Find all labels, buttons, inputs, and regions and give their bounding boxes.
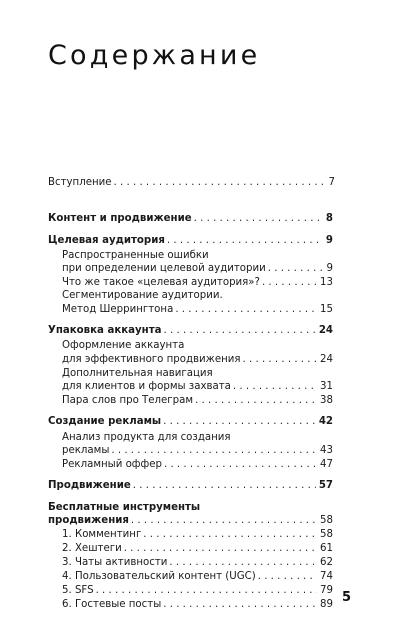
toc-entry: [62, 353, 333, 366]
toc-entry: [48, 514, 333, 527]
toc-leader: [133, 479, 316, 492]
toc-entry: [62, 249, 333, 262]
toc-entry: [48, 501, 333, 514]
toc-entry-title: Бесплатные инструменты: [48, 502, 201, 513]
toc-entry-page: 38: [320, 395, 333, 406]
toc-entry-title: Оформление аккаунта: [62, 340, 185, 351]
toc-entry: [62, 528, 333, 541]
toc-leader: [175, 303, 317, 316]
toc-entry-title: Целевая аудитория: [48, 235, 165, 246]
toc-leader: [164, 458, 317, 471]
toc-leader: [111, 444, 317, 457]
toc-entry-title: 5. SFS: [62, 585, 94, 596]
toc-entry: [62, 394, 333, 407]
toc-entry-title: Метод Шеррингтона: [62, 304, 174, 315]
toc-entry: [62, 584, 333, 597]
toc-leader: [194, 212, 323, 225]
toc-entry-title: Распространенные ошибки: [62, 250, 209, 261]
toc-entry-title: 6. Гостевые посты: [62, 599, 162, 610]
toc-entry: [48, 176, 335, 189]
toc-leader: [169, 556, 317, 569]
toc-entry-page: 58: [320, 529, 333, 540]
toc-entry-title: Создание рекламы: [48, 416, 162, 427]
toc-leader: [233, 380, 317, 393]
toc-entry-title: 4. Пользовательский контент (UGC): [62, 571, 256, 582]
toc-leader: [96, 584, 317, 597]
toc-entry-title: Пара слов про Телеграм: [62, 395, 194, 406]
toc-entry: [62, 542, 333, 555]
toc-entry-page: 58: [320, 515, 333, 526]
toc-entry: [62, 276, 333, 289]
toc-entry: [62, 380, 333, 393]
toc-entry-title: Дополнительная навигация: [62, 368, 213, 379]
page-title: Содержание: [48, 40, 261, 71]
toc-entry: [62, 367, 333, 380]
toc-leader: [243, 353, 318, 366]
toc-entry-title: 1. Комментинг: [62, 529, 142, 540]
toc-entry-title: Что же такое «целевая аудитория»?: [62, 277, 260, 288]
toc-leader: [262, 276, 317, 289]
toc-leader: [124, 542, 317, 555]
toc-entry-page: 7: [328, 177, 335, 188]
toc-entry: [62, 431, 333, 444]
toc-entry-page: 62: [320, 557, 333, 568]
toc-entry: [62, 303, 333, 316]
toc-entry-page: 89: [320, 599, 333, 610]
toc-entry-page: 79: [320, 585, 333, 596]
toc-entry-title: 2. Хештеги: [62, 543, 122, 554]
toc-entry-title: для эффективного продвижения: [62, 354, 241, 365]
toc-entry-title: Упаковка аккаунта: [48, 325, 162, 336]
toc-entry-page: 9: [326, 263, 333, 274]
toc-entry-page: 31: [320, 381, 333, 392]
toc-entry: [62, 598, 333, 611]
toc-entry: [48, 415, 333, 428]
toc-entry-title: Сегментирование аудитории.: [62, 290, 223, 301]
toc-entry-page: 57: [318, 480, 333, 491]
toc-leader: [167, 234, 323, 247]
toc-entry: [48, 479, 333, 492]
toc-entry-title: рекламы: [62, 445, 110, 456]
toc-leader: [163, 598, 317, 611]
toc-entry-title: продвижения: [48, 515, 129, 526]
page-number: 5: [341, 590, 351, 605]
toc-entry-title: для клиентов и формы захвата: [62, 381, 231, 392]
toc-entry: [62, 556, 333, 569]
toc-entry-title: Вступление: [48, 177, 112, 188]
toc-entry-title: Продвижение: [48, 480, 131, 491]
toc-entry-page: 8: [325, 213, 333, 224]
toc-entry-page: 15: [320, 304, 333, 315]
toc-leader: [268, 262, 324, 275]
toc-entry-title: Контент и продвижение: [48, 213, 192, 224]
toc-entry: [62, 289, 333, 302]
toc-entry-page: 43: [320, 445, 333, 456]
toc-leader: [258, 570, 317, 583]
toc-entry: [62, 458, 333, 471]
toc-entry: [48, 324, 333, 337]
toc-entry-title: при определении целевой аудитории: [62, 263, 266, 274]
toc-entry-page: 61: [320, 543, 333, 554]
toc-leader: [163, 415, 316, 428]
toc-entry: [48, 234, 333, 247]
toc-entry-page: 24: [320, 354, 333, 365]
toc-entry: [62, 339, 333, 352]
toc-leader: [131, 514, 317, 527]
toc-entry: [62, 262, 333, 275]
toc-entry-page: 42: [318, 416, 333, 427]
toc-entry-page: 47: [320, 459, 333, 470]
toc-leader: [114, 176, 326, 189]
toc-leader: [195, 394, 317, 407]
toc-entry-page: 9: [325, 235, 333, 246]
toc-leader: [164, 324, 316, 337]
toc-entry-title: 3. Чаты активности: [62, 557, 168, 568]
toc-entry: [48, 212, 333, 225]
toc-entry: [62, 570, 333, 583]
toc-entry: [62, 444, 333, 457]
toc-entry-page: 74: [320, 571, 333, 582]
toc-entry-title: Анализ продукта для создания: [62, 432, 231, 443]
toc-leader: [143, 528, 317, 541]
toc-entry-page: 13: [320, 277, 333, 288]
toc-entry-title: Рекламный оффер: [62, 459, 162, 470]
toc-entry-page: 24: [318, 325, 333, 336]
